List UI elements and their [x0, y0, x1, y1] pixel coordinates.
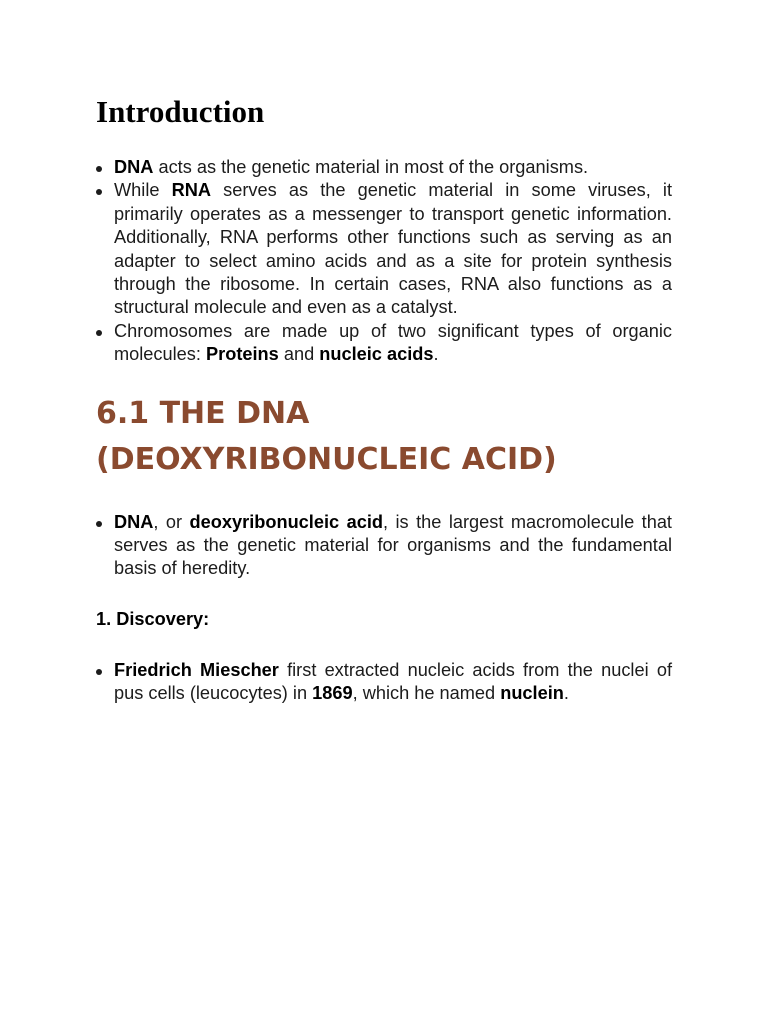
bullet-item	[96, 511, 672, 581]
discovery-bullet-list	[96, 659, 672, 706]
bold-term: Proteins	[206, 344, 279, 365]
text-run: Chromosomes are made up of two significant types of organic molecules:	[114, 320, 672, 365]
text-run: and	[278, 344, 320, 365]
bold-term: RNA	[171, 180, 212, 201]
bold-term: Friedrich Miescher	[114, 659, 279, 680]
dna-definition-bullet-list	[96, 511, 672, 581]
text-run: .	[433, 344, 439, 365]
text-run: While	[114, 180, 172, 201]
discovery-heading: 1. Discovery:	[96, 608, 210, 629]
text-run: , which he named	[352, 683, 501, 704]
introduction-heading: Introduction	[96, 94, 265, 129]
bullet-item	[96, 320, 672, 367]
bold-term: nucleic acids	[319, 344, 434, 365]
text-run: acts as the genetic material in most of the organisms.	[153, 157, 589, 177]
text-run: serves as the genetic material in some viruses, it primarily operates as a messenger to transport genetic information. Additionally, RNA performs other functions such as serving as an adapter to select amino acids and as a site for protein synthesis through the ribosome. In certain cases, RNA also functions as a structural molecule and even as a catalyst.	[114, 180, 673, 318]
section-heading-dna: 6.1 THE DNA (DEOXYRIBONUCLEIC ACID)	[96, 395, 557, 477]
text-run: .	[563, 683, 569, 704]
text-run: first extracted nucleic acids from the nuclei of pus cells (leucocytes) in	[114, 659, 672, 704]
bullet-item	[96, 659, 672, 706]
text-run: , is the largest macromolecule that serves as the genetic material for organisms and the fundamental basis of heredity.	[114, 511, 672, 579]
bold-term: DNA	[114, 511, 154, 532]
text-run: , or	[153, 511, 190, 532]
bullet-item	[96, 179, 672, 319]
bullet-item	[96, 156, 672, 179]
introduction-bullet-list	[96, 156, 672, 367]
bold-term: nuclein	[500, 683, 564, 704]
document-page	[96, 92, 672, 706]
bold-term: DNA	[114, 157, 154, 177]
bold-term: 1869	[312, 683, 353, 704]
bold-term: deoxyribonucleic acid	[189, 511, 383, 532]
